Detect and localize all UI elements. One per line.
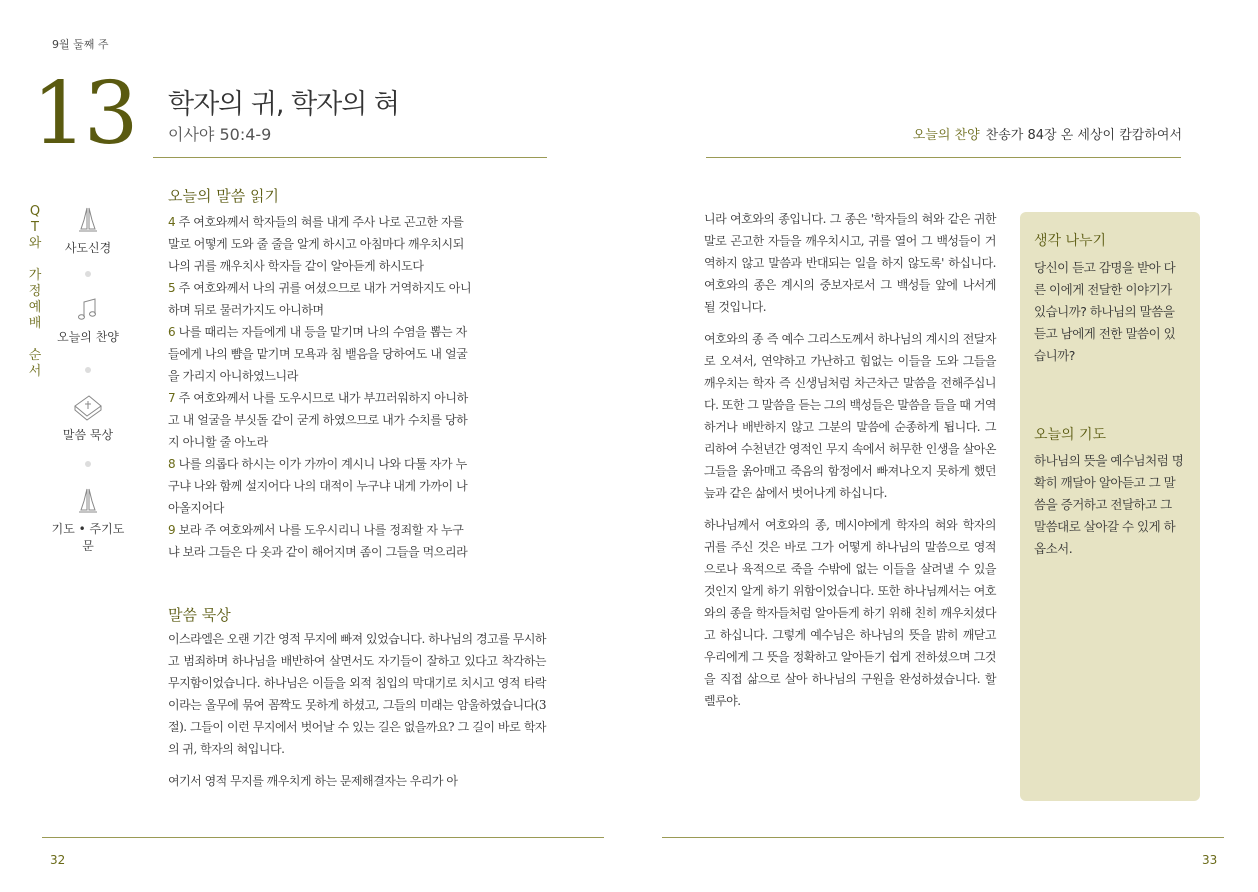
scripture-line: 말로 어떻게 도와 줄 줄을 알게 하시고 아침마다 깨우치시되: [168, 237, 464, 251]
scripture-line: 8 나를 의롭다 하시는 이가 가까이 계시니 나와 다툴 자가 누: [168, 457, 467, 471]
header-rule-left: [153, 157, 547, 158]
meditation-continued: [704, 208, 996, 722]
scripture-line: 고 내 얼굴을 부싯돌 같이 굳게 하였으므로 내가 수치를 당하: [168, 413, 468, 427]
week-label: 9월 둘째 주: [52, 38, 109, 51]
meditation-heading: 말씀 묵상: [168, 606, 231, 624]
verse-number: 8: [168, 457, 176, 471]
footer-rule-right: [662, 837, 1224, 838]
scripture-line: 냐 보라 그들은 다 옷과 같이 해어지며 좀이 그들을 먹으리라: [168, 545, 468, 559]
bible-icon: [71, 392, 105, 422]
reading-heading: 오늘의 말씀 읽기: [168, 187, 279, 205]
step-apostles-creed: [48, 205, 128, 256]
scripture-line: 7 주 여호와께서 나를 도우시므로 내가 부끄러워하지 아니하: [168, 391, 468, 405]
scripture-line: 아올지어다: [168, 501, 224, 515]
step-separator-dot: [85, 367, 91, 373]
praying-hands-icon: [73, 486, 103, 516]
scripture-line: 지 아니할 줄 아노라: [168, 435, 268, 449]
reflection-sidebar: [1020, 212, 1200, 801]
meditation-text: [168, 628, 546, 802]
step-separator-dot: [85, 271, 91, 277]
prayer-text: 하나님의 뜻을 예수님처럼 명확히 깨달아 알아듣고 그 말씀을 증거하고 전달하고 그 말씀대로 살아갈 수 있게 하옵소서.: [1034, 453, 1184, 556]
footer-rule-left: [42, 837, 604, 838]
step-label: 사도신경: [64, 241, 112, 255]
step-label: 오늘의 찬양: [57, 330, 119, 344]
scripture-line: 구냐 나와 함께 설지어다 나의 대적이 누구냐 내게 가까이 나: [168, 479, 468, 493]
meditation-paragraph: 여기서 영적 무지를 깨우치게 하는 문제해결자는 우리가 아: [168, 774, 458, 788]
share-heading: 생각 나누기: [1034, 233, 1107, 249]
scripture-line: 하며 뒤로 물러가지도 아니하며: [168, 303, 324, 317]
scripture-text: [168, 211, 550, 563]
step-label: 말씀 묵상: [62, 428, 114, 442]
verse-number: 7: [168, 391, 176, 405]
step-word-meditation: [48, 392, 128, 443]
verse-number: 5: [168, 281, 176, 295]
scripture-line: 을 가리지 아니하였느니라: [168, 369, 298, 383]
scripture-reference: 이사야 50:4-9: [168, 125, 272, 144]
music-note-icon: [73, 296, 103, 324]
share-text: 당신이 듣고 감명을 받아 다른 이에게 전달한 이야기가 있습니까? 하나님의 말씀을 듣고 남에게 전한 말씀이 있습니까?: [1034, 260, 1176, 363]
step-separator-dot: [85, 461, 91, 467]
verse-number: 9: [168, 523, 176, 537]
page-number-left: 32: [50, 853, 66, 867]
header-rule-right: [706, 157, 1181, 158]
scripture-line: 9 보라 주 여호와께서 나를 도우시리니 나를 정죄할 자 누구: [168, 523, 464, 537]
step-todays-hymn: [48, 296, 128, 345]
prayer-heading: 오늘의 기도: [1034, 427, 1107, 443]
page-title: 학자의 귀, 학자의 혀: [168, 89, 399, 120]
body-paragraph: 하나님께서 여호와의 종, 메시야에게 학자의 혀와 학자의 귀를 주신 것은 바로 그가 어떻게 하나님의 말씀으로 영적으로나 육적으로 죽을 수밖에 없는 이들을 살려낼 수 있을 것인지 알게 하기 위함이었습니다. 또한 하나님께서는 여호와의 종을 학자들처럼 알아듣게 하기 위해 친히 깨우치셨다고 하십니다. 그렇게 예수님은 하나님의 뜻을 밝히 깨닫고 우리에게 그 뜻을 정확하고 알아듣기 쉽게 전하셨으며 그것을 직접 삶으로 살아 하나님의 구원을 완성하셨습니다. 할렐루야.: [704, 518, 996, 708]
step-prayer: [48, 486, 128, 554]
hymn-text: 찬송가 84장 온 세상이 캄캄하여서: [985, 128, 1182, 143]
meditation-paragraph: 이스라엘은 오랜 기간 영적 무지에 빠져 있었습니다. 하나님의 경고를 무시하고 범죄하며 하나님을 배반하여 살면서도 자기들이 잘하고 있다고 착각하는 무지함이었습니다. 하나님은 이들을 외적 침입의 막대기로 치시고 영적 타락이라는 올무에 묶여 꼼짝도 못하게 하셨고, 그들의 미래는 암울하였습니다(3절). 그들이 이런 무지에서 벗어날 수 있는 길은 없을까요? 그 길이 바로 학자의 귀, 학자의 혀입니다.: [168, 632, 546, 756]
todays-hymn: [913, 124, 1182, 143]
verse-number: 6: [168, 325, 176, 339]
praying-hands-icon: [73, 205, 103, 235]
hymn-label: 오늘의 찬양: [912, 128, 980, 143]
scripture-line: 나의 귀를 깨우치사 학자들 같이 알아듣게 하시도다: [168, 259, 424, 273]
body-paragraph: 니라 여호와의 종입니다. 그 종은 '학자들의 혀와 같은 귀한 말로 곤고한 자들을 깨우치시고, 귀를 열어 그 백성들이 거역하지 않고 말씀과 반대되는 일을 하지 않도록' 하십니다. 여호와의 종은 계시의 중보자로서 그 백성들 앞에 나서게 될 것입니다.: [704, 212, 996, 314]
body-paragraph: 여호와의 종 즉 예수 그리스도께서 하나님의 계시의 전달자로 오셔서, 연약하고 가난하고 힘없는 이들을 도와 그들을 깨우치는 학자 즉 신생님처럼 차근차근 말씀을 전해주십니다. 또한 그 말씀을 듣는 그의 백성들은 말씀을 들을 때 거역하거나 배반하지 않고 그분의 말씀에 순종하게 됩니다. 그리하여 수천년간 영적인 무지 속에서 허무한 인생을 살아온 그들을 옭아매고 죽음의 함정에서 빠져나오지 못하게 했던 늪과 같은 삶에서 벗어나게 하십니다.: [704, 332, 996, 500]
day-number: 13: [32, 64, 136, 164]
scripture-line: 들에게 나의 뺨을 맡기며 모욕과 침 뱉음을 당하여도 내 얼굴: [168, 347, 468, 361]
scripture-line: 4 주 여호와께서 학자들의 혀를 내게 주사 나로 곤고한 자를: [168, 215, 464, 229]
qt-order-vertical-label: Q T 와 가 정 예 배 순 서: [28, 204, 42, 379]
scripture-line: 6 나를 때리는 자들에게 내 등을 맡기며 나의 수염을 뽑는 자: [168, 325, 467, 339]
scripture-line: 5 주 여호와께서 나의 귀를 여셨으므로 내가 거역하지도 아니: [168, 281, 472, 295]
page-number-right: 33: [1202, 853, 1218, 867]
step-label: 기도 • 주기도문: [51, 522, 125, 553]
verse-number: 4: [168, 215, 176, 229]
